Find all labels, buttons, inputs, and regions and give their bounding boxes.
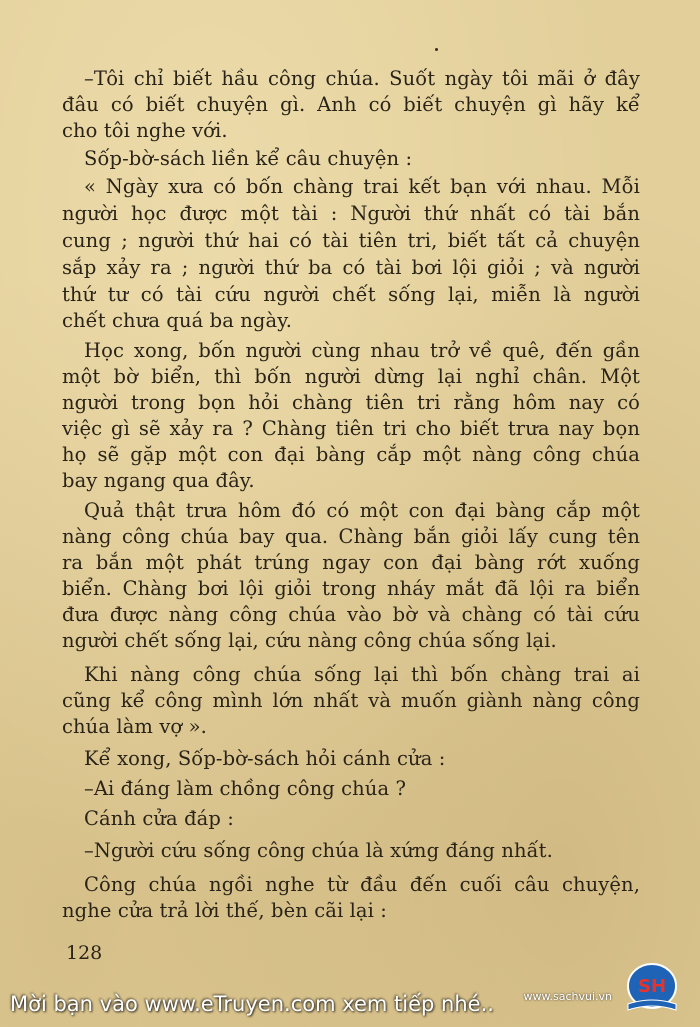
text-line: đưa được nàng công chúa vào bờ và chàng có tài cứu [62,603,640,626]
text-line: Kể xong, Sốp-bờ-sách hỏi cánh cửa : [84,747,446,770]
text-line: nàng công chúa bay qua. Chàng bắn giỏi lấy cung tên [62,525,640,548]
text-line: Quả thật trưa hôm đó có một con đại bàng cắp một [84,499,640,522]
text-line: « Ngày xưa có bốn chàng trai kết bạn với nhau. Mỗi [84,175,640,198]
text-line: –Người cứu sống công chúa là xứng đáng nhất. [84,839,553,862]
text-line: người trong bọn hỏi chàng tiên tri rằng hôm nay có [62,391,640,414]
ink-speck [435,48,438,51]
text-line: Sốp-bờ-sách liền kể câu chuyện : [84,147,413,170]
watermark-banner [0,990,700,1027]
text-line: Cánh cửa đáp : [84,807,234,830]
watermark-link[interactable]: Mời bạn vào www.eTruyen.com xem tiếp nhé.. [10,992,494,1016]
text-line: người chết sống lại, cứu nàng công chúa sống lại. [62,629,557,652]
logo-label: SH [637,976,667,997]
text-line: họ sẽ gặp một con đại bàng cắp một nàng công chúa [62,443,640,466]
text-line: –Tôi chỉ biết hầu công chúa. Suốt ngày tôi mãi ở đây [84,67,640,90]
text-line: cung ; người thứ hai có tài tiên tri, biết tất cả chuyện [62,229,640,252]
text-line: biển. Chàng bơi lội giỏi trong nháy mắt đã lội ra biển [62,577,640,600]
text-line: đâu có biết chuyện gì. Anh có biết chuyện gì hãy kể [62,93,640,116]
text-line: –Ai đáng làm chồng công chúa ? [84,777,407,800]
text-line: chúa làm vợ ». [62,715,207,738]
text-line: Khi nàng công chúa sống lại thì bốn chàng trai ai [84,663,640,686]
text-line: thứ tư có tài cứu người chết sống lại, miễn là người [62,283,640,306]
text-line: nghe cửa trả lời thế, bèn cãi lại : [62,899,387,922]
text-line: Học xong, bốn người cùng nhau trở về quê, đến gần [84,339,640,362]
text-line: bay ngang qua đây. [62,469,255,492]
text-line: sắp xảy ra ; người thứ ba có tài bơi lội giỏi ; và người [62,256,640,279]
page-number: 128 [66,942,103,964]
text-line: ra bắn một phát trúng ngay con đại bàng rớt xuống [62,551,640,574]
text-line: chết chưa quá ba ngày. [62,309,293,332]
text-line: Công chúa ngồi nghe từ đầu đến cuối câu chuyện, [84,873,640,896]
text-line: cho tôi nghe với. [62,119,228,142]
text-line: việc gì sẽ xảy ra ? Chàng tiên tri cho biết trưa nay bọn [62,417,640,440]
text-line: cũng kể công mình lớn nhất và muốn giành nàng công [62,689,640,712]
site-url[interactable]: www.sachvui.vn [523,990,612,1003]
text-line: người học được một tài : Người thứ nhất có tài bắn [62,202,640,225]
text-line: một bờ biển, thì bốn người dừng lại nghỉ chân. Một [62,365,640,388]
